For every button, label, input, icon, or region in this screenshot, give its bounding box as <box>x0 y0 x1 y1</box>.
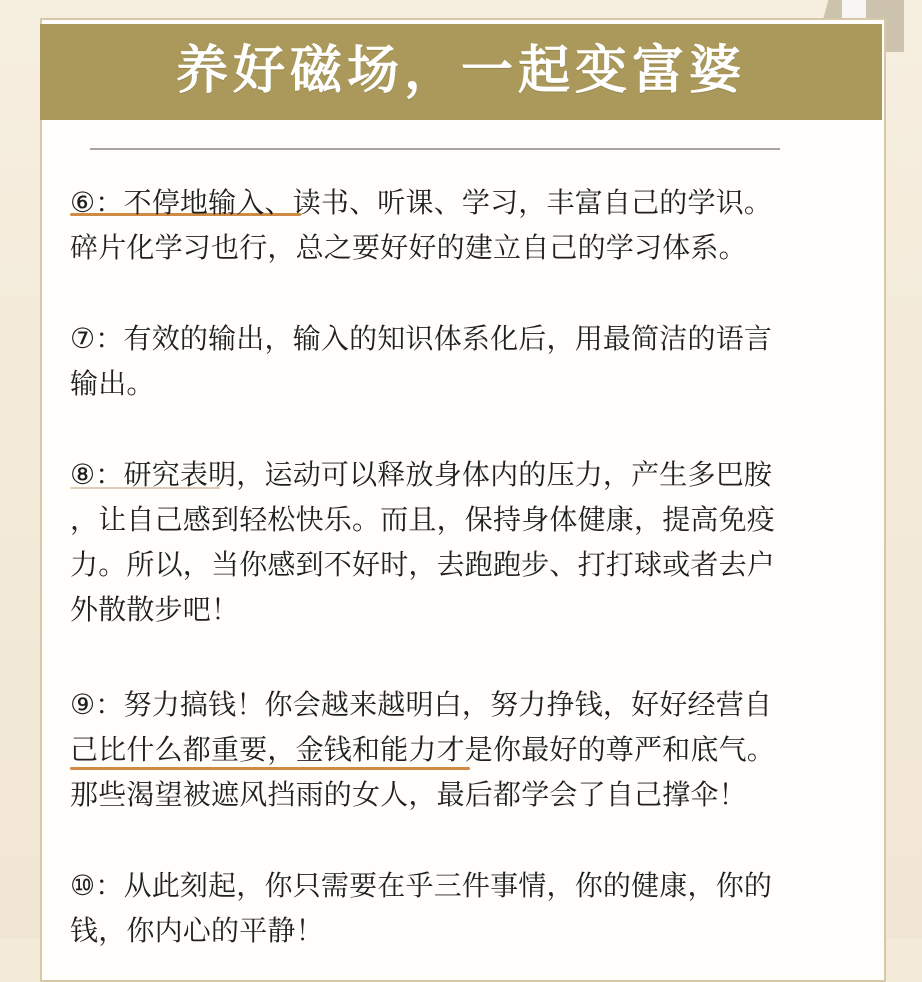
item-10-text: ⑩：从此刻起，你只需要在乎三件事情，你的健康，你的 钱，你内心的平静！ <box>70 869 773 947</box>
item-7-text: ⑦：有效的输出，输入的知识体系化后，用最简洁的语言 输出。 <box>70 322 773 400</box>
page-title: 养好磁场，一起变富婆 <box>175 41 746 101</box>
title-divider <box>90 148 780 150</box>
item-9-text: ⑨：努力搞钱！你会越来越明白，努力挣钱，好好经营自 己比什么都重要，金钱和能力才是你最好的尊严和底气。 那些渴望被遮风挡雨的女人，最后都学会了自己撑伞！ <box>70 688 776 811</box>
item-6-text: ⑥：不停地输入、读书、听课、学习，丰富自己的学识。 碎片化学习也行，总之要好好的建立自己的学习体系。 <box>70 186 773 264</box>
item-8-text: ⑧：研究表明，运动可以释放身体内的压力，产生多巴胺 ，让自己感到轻松快乐。而且，保持身体健康，提高免疫 力。所以，当你感到不好时，去跑跑步、打打球或者去户 外散散步吧！ <box>70 458 776 626</box>
